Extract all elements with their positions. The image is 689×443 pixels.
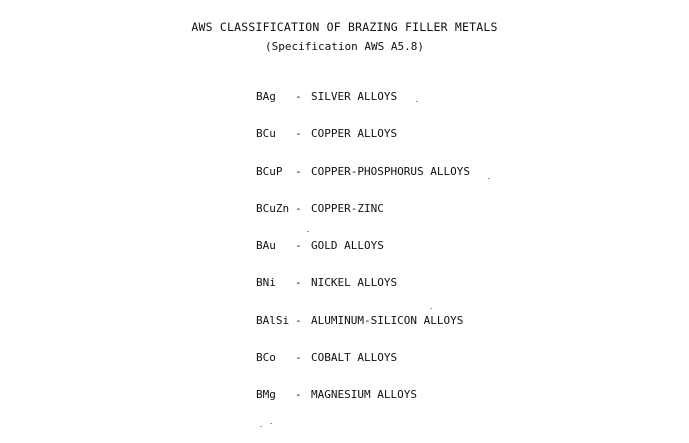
alloy-description: NICKEL ALLOYS — [311, 276, 398, 290]
scan-speck — [488, 178, 490, 179]
alloy-code: BAu — [256, 239, 276, 253]
separator-dash: - — [295, 90, 302, 103]
alloy-description: ALUMINUM-SILICON ALLOYS — [311, 313, 464, 327]
alloy-code: BCo — [256, 351, 276, 365]
alloy-description: MAGNESIUM ALLOYS — [311, 388, 417, 402]
alloy-description: COBALT ALLOYS — [311, 351, 398, 365]
separator-dash: - — [295, 127, 302, 141]
alloy-code: BMg — [256, 388, 276, 402]
alloy-description: SILVER ALLOYS — [311, 90, 398, 103]
alloy-code: BCu — [256, 127, 276, 141]
scan-speck — [270, 423, 272, 424]
alloy-code: BCuZn — [256, 201, 290, 215]
alloy-description: COPPER-ZINC — [311, 201, 384, 215]
separator-dash: - — [295, 201, 302, 215]
classification-row — [256, 276, 676, 313]
separator-dash: - — [295, 351, 302, 365]
classification-row — [256, 239, 676, 276]
classification-row — [256, 202, 676, 239]
scan-speck — [260, 426, 262, 427]
document-title: AWS CLASSIFICATION OF BRAZING FILLER METALS — [191, 20, 498, 34]
classification-list — [256, 90, 676, 426]
classification-row — [256, 165, 676, 202]
scan-speck — [307, 231, 309, 232]
alloy-code: BNi — [256, 276, 276, 290]
separator-dash: - — [295, 313, 302, 327]
separator-dash: - — [295, 164, 302, 178]
document-subtitle: (Specification AWS A5.8) — [265, 40, 424, 53]
separator-dash: - — [295, 239, 302, 253]
separator-dash: - — [295, 388, 302, 402]
classification-row — [256, 351, 676, 388]
alloy-description: COPPER ALLOYS — [311, 127, 398, 141]
classification-row — [256, 388, 676, 425]
classification-row — [256, 90, 676, 127]
scan-speck — [430, 308, 432, 309]
alloy-code: BCuP — [256, 164, 283, 178]
separator-dash: - — [295, 276, 302, 290]
alloy-description: COPPER-PHOSPHORUS ALLOYS — [311, 164, 470, 178]
classification-row — [256, 127, 676, 164]
scan-speck — [416, 101, 418, 102]
alloy-description: GOLD ALLOYS — [311, 239, 384, 253]
alloy-code: BAg — [256, 90, 276, 103]
alloy-code: BAlSi — [256, 313, 290, 327]
classification-row — [256, 314, 676, 351]
